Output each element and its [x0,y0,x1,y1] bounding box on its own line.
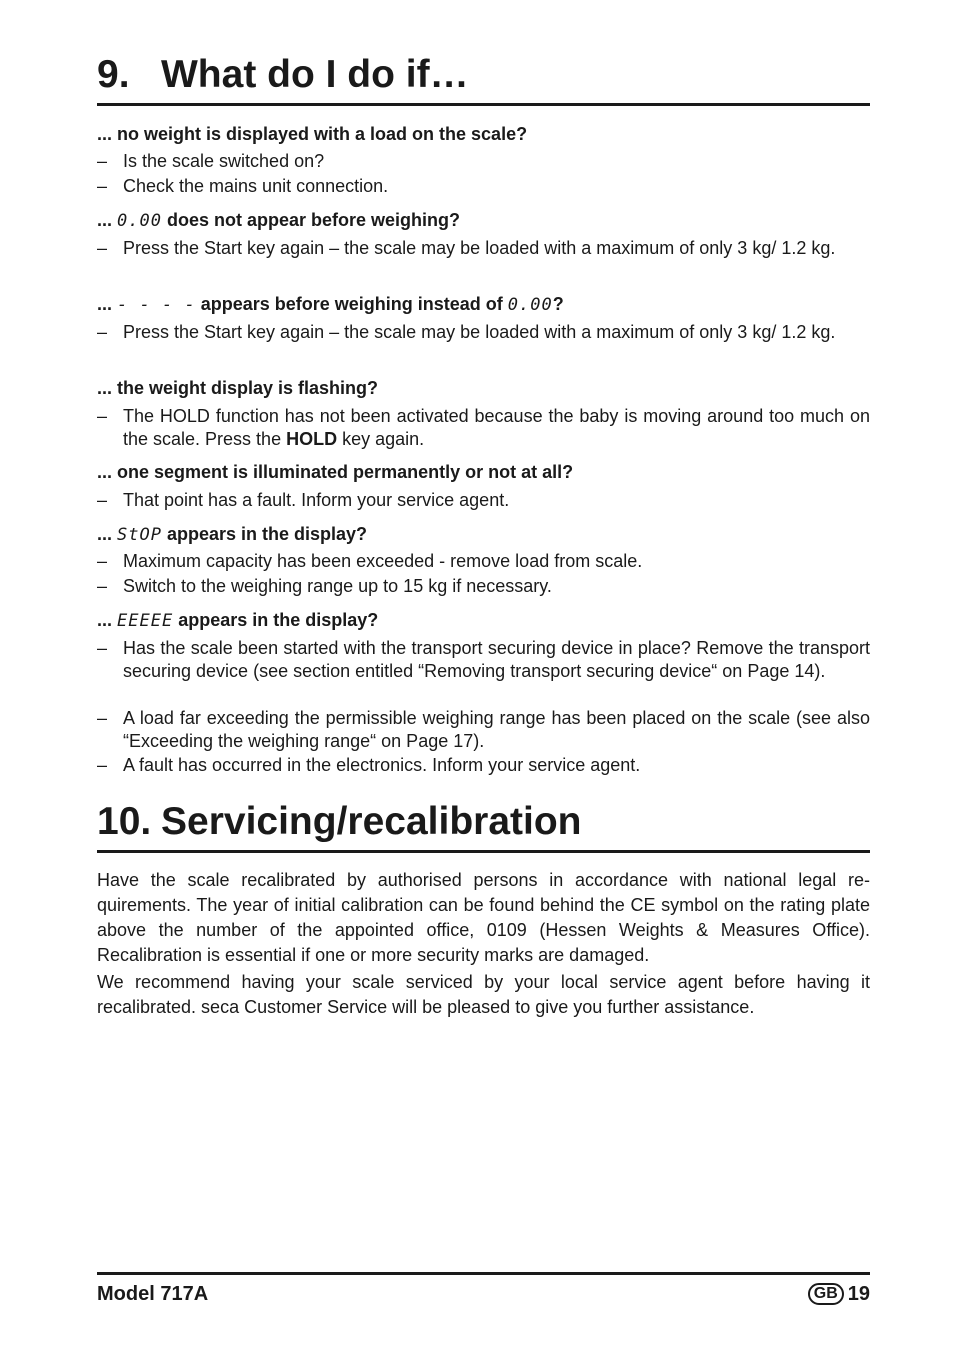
list-item: – Switch to the weighing range up to 15 kg if necessary. [97,576,552,596]
section-10-heading [97,799,870,853]
list-item: – Is the scale switched on? [97,151,325,171]
section-number: 9. [97,53,130,96]
list-item: – Press the Start key again – the scale may be loaded with a maximum of only 3 kg/ 1.2 kg. [97,238,836,258]
lcd-display-text: EEEEE [117,611,174,631]
list-item: – That point has a fault. Inform your service agent. [97,490,510,510]
section-title: What do I do if… [161,53,469,96]
model-name: Model 717A [97,1283,209,1305]
lcd-display-text: 0.00 [507,295,553,315]
question-no-weight: ... no weight is displayed with a load on the scale? [97,124,528,144]
recalibration-paragraph: Have the scale recalibrated by authorised persons in accordance with national legal requirements. The year of initial calibration can be found behind the CE symbol on the rating plate above the number of the appointed office, 0109 (Hessen Weights & Measures Office). Recalibration is essential if one or more security marks are damaged. [97,870,870,965]
page-footer [97,1272,870,1306]
lcd-display-text: StOP [117,525,162,545]
lcd-display-text: 0.00 [117,211,162,231]
section-title: Servicing/recalibration [161,800,582,843]
question-display-flashing: ... the weight display is flashing? [97,378,379,398]
language-badge: GB [808,1283,844,1305]
list-item: – The HOLD function has not been activated because the baby is moving around too much on the scale. Press the HOLD key again. [97,406,870,449]
service-paragraph: We recommend having your scale serviced by your local service agent before having it recalibrated. seca Customer Service will be pleased to give you further assistance. [97,972,870,1017]
list-item: – Check the mains unit connection. [97,176,389,196]
list-item: – Press the Start key again – the scale may be loaded with a maximum of only 3 kg/ 1.2 kg. [97,322,836,342]
section-number: 10. [97,800,152,843]
list-item: – A fault has occurred in the electronics. Inform your service agent. [97,755,641,775]
list-item: – Maximum capacity has been exceeded - remove load from scale. [97,551,643,571]
question-dashes-appear: ... - - - - appears before weighing instead of 0.00? [97,294,564,315]
list-item: – A load far exceeding the permissible weighing range has been placed on the scale (see also “Exceeding the weighing range“ on Page 17). [97,708,870,751]
lcd-display-text: - - - - [117,295,196,315]
question-zero-not-appear: ... 0.00 does not appear before weighing? [97,210,461,231]
question-segment-illuminated: ... one segment is illuminated permanently or not at all? [97,462,574,482]
question-eeeee-appears: ... EEEEE appears in the display? [97,610,379,631]
page-number: 19 [847,1283,870,1305]
page-number-block [808,1283,870,1306]
question-stop-appears: ... StOP appears in the display? [97,524,368,545]
list-item: – Has the scale been started with the transport securing device in place? Remove the transport securing device (see section entitled “Removing transport securing device“ on Page 14). [97,638,870,681]
section-9-heading [97,52,870,106]
